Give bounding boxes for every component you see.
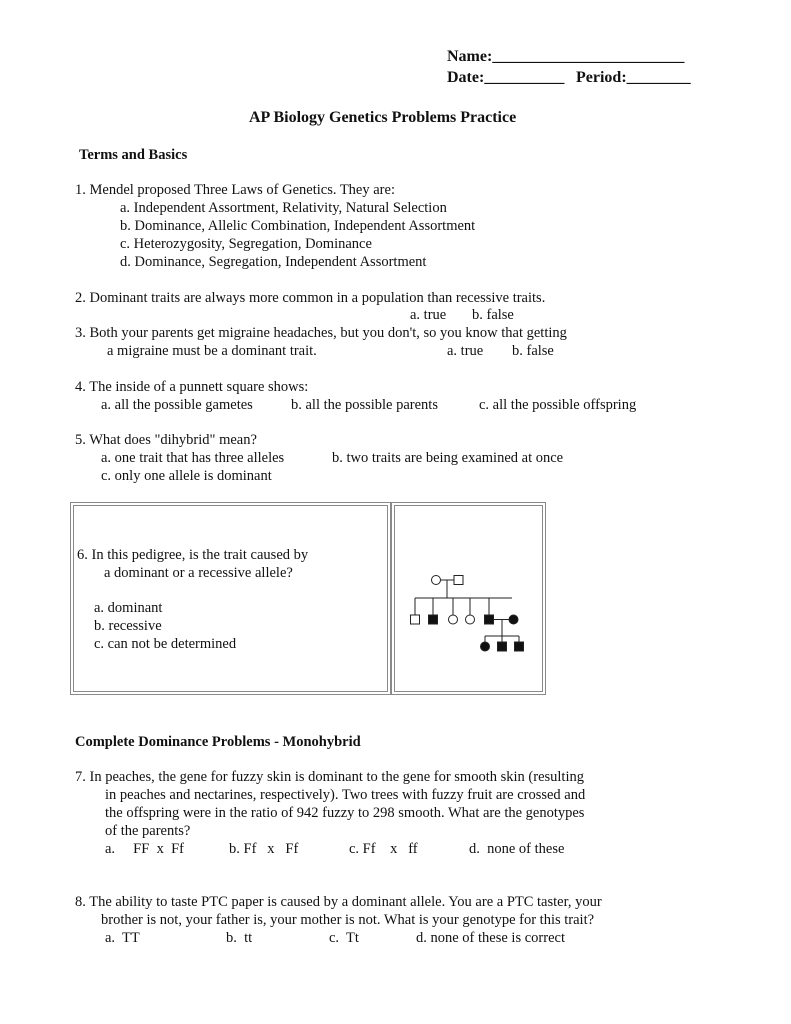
question-6-option-a: a. dominant	[94, 600, 163, 616]
question-3-stem-line-1: 3. Both your parents get migraine headaches, but you don't, so you know that getting	[75, 325, 567, 341]
question-7-option-c: c. Ff x ff	[349, 841, 418, 857]
question-2-option-a: a. true	[410, 307, 447, 323]
question-4-stem: 4. The inside of a punnett square shows:	[75, 379, 309, 395]
question-7-line-2: in peaches and nectarines, respectively). Two trees with fuzzy fruit are crossed and	[105, 787, 586, 803]
child-3-female-unaffected	[449, 615, 458, 624]
question-8-option-b: b. tt	[226, 930, 253, 946]
question-3-option-b: b. false	[512, 343, 554, 359]
question-2-option-b: b. false	[472, 307, 514, 323]
question-5-option-b: b. two traits are being examined at once	[332, 450, 564, 466]
question-6-option-b: b. recessive	[94, 618, 162, 634]
question-8-line-2: brother is not, your father is, your mother is not. What is your genotype for this trait?	[101, 912, 595, 928]
question-7-option-a: a. FF x Ff	[105, 841, 184, 857]
parent-male-unaffected	[454, 576, 463, 585]
period-field-label: Period:________	[576, 69, 691, 86]
question-7-line-3: the offspring were in the ratio of 942 fuzzy to 298 smooth. What are the genotypes	[105, 805, 585, 821]
question-5-stem: 5. What does "dihybrid" mean?	[75, 432, 257, 448]
grandchild-2-male-affected	[498, 642, 507, 651]
question-4-option-c: c. all the possible offspring	[479, 397, 637, 413]
question-1-stem: 1. Mendel proposed Three Laws of Genetics. They are:	[75, 182, 395, 198]
question-7-line-1: 7. In peaches, the gene for fuzzy skin is dominant to the gene for smooth skin (resulting	[75, 769, 584, 785]
question-6-stem-line-2: a dominant or a recessive allele?	[104, 565, 293, 581]
question-1-option-b: b. Dominance, Allelic Combination, Independent Assortment	[120, 218, 476, 234]
question-4-option-a: a. all the possible gametes	[101, 397, 253, 413]
child-5-male-affected	[485, 615, 494, 624]
name-field-label: Name:________________________	[447, 48, 685, 65]
question-2-stem: 2. Dominant traits are always more common in a population than recessive traits.	[75, 290, 546, 306]
question-5-option-a: a. one trait that has three alleles	[101, 450, 285, 466]
pedigree-diagram	[392, 503, 544, 693]
question-7-line-4: of the parents?	[105, 823, 191, 839]
spouse-female-affected	[509, 615, 518, 624]
date-field-label: Date:__________	[447, 69, 565, 86]
question-8-option-c: c. Tt	[329, 930, 359, 946]
page-title: AP Biology Genetics Problems Practice	[249, 109, 517, 126]
question-1-option-c: c. Heterozygosity, Segregation, Dominance	[120, 236, 372, 252]
question-8-line-1: 8. The ability to taste PTC paper is caused by a dominant allele. You are a PTC taster, your	[75, 894, 602, 910]
grandchild-1-female-affected	[481, 642, 490, 651]
question-4-option-b: b. all the possible parents	[291, 397, 438, 413]
child-4-female-unaffected	[466, 615, 475, 624]
question-6-option-c: c. can not be determined	[94, 636, 237, 652]
question-7-option-b: b. Ff x Ff	[229, 841, 299, 857]
question-5-option-c: c. only one allele is dominant	[101, 468, 272, 484]
question-6-stem-line-1: 6. In this pedigree, is the trait caused by	[77, 547, 309, 563]
child-1-male-unaffected	[411, 615, 420, 624]
question-8-option-a: a. TT	[105, 930, 140, 946]
question-8-option-d: d. none of these is correct	[416, 930, 565, 946]
parent-female-unaffected	[432, 576, 441, 585]
question-1-option-d: d. Dominance, Segregation, Independent Assortment	[120, 254, 427, 270]
grandchild-3-male-affected	[515, 642, 524, 651]
question-3-stem-line-2: a migraine must be a dominant trait.	[107, 343, 317, 359]
section-heading-monohybrid: Complete Dominance Problems - Monohybrid	[75, 734, 361, 750]
section-heading-terms: Terms and Basics	[79, 147, 188, 163]
question-1-option-a: a. Independent Assortment, Relativity, Natural Selection	[120, 200, 447, 216]
question-7-option-d: d. none of these	[469, 841, 565, 857]
child-2-male-affected	[429, 615, 438, 624]
question-3-option-a: a. true	[447, 343, 484, 359]
